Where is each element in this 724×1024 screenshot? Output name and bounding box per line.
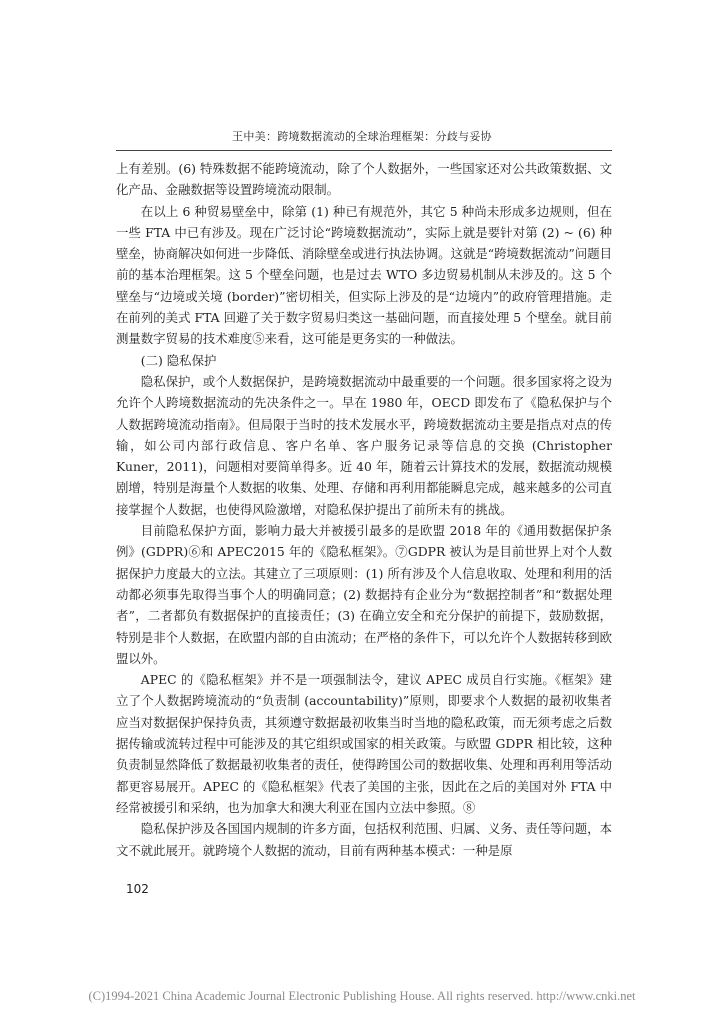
section-heading-privacy: (二) 隐私保护 [140, 352, 217, 368]
paragraph-continuation: 上有差别。(6) 特殊数据不能跨境流动，除了个人数据外，一些国家还对公共政策数据、文化产品、金融数据等设置跨境流动限制。 [116, 161, 612, 198]
paragraph-trade-barriers: 在以上 6 种贸易壁垒中，除第 (1) 种已有规范外，其它 5 种尚未形成多边规则，但在一些 FTA 中已有涉及。现在广泛讨论“跨境数据流动”，实际上就是要针对第 (2) ~ (6) 种壁垒，协商解决如何进一步降低、消除壁垒或进行执法协调。这就是“跨境数据流动”问题目前的基本治理框架。这 5 个壁垒问题，也是过去 WTO 多边贸易机制从未涉及的。这 5 个壁垒与“边境或关境 (border)”密切相关，但实际上涉及的是“边境内”的政府管理措施。走在前列的美式 FTA 回避了关于数字贸易归类这一基础问题，而直接处理 5 个壁垒。就目前测量数字贸易的技术难度⑤来看，这可能是更务实的一种做法。 [116, 203, 612, 347]
article-body [116, 158, 612, 861]
copyright-footer: (C)1994-2021 China Academic Journal Electronic Publishing House. All rights reserved. http://www.cnki.net [88, 989, 636, 1003]
header-rule [116, 150, 612, 151]
paragraph-apec: APEC 的《隐私框架》并不是一项强制法令，建议 APEC 成员自行实施。《框架》建立了个人数据跨境流动的“负责制 (accountability)”原则，即要求个人数据的最初收集者应当对数据保护保持负责，其须遵守数据最初收集当时当地的隐私政策，而无须考虑之后数据传输或流转过程中可能涉及的其它组织或国家的相关政策。与欧盟 GDPR 相比较，这种负责制显然降低了数据最初收集者的责任，使得跨国公司的数据收集、处理和再利用等活动都更容易展开。APEC 的《隐私框架》代表了美国的主张，因此在之后的美国对外 FTA 中经常被援引和采纳，也为加拿大和澳大利亚在国内立法中参照。⑧ [116, 672, 612, 815]
page-number: 102 [126, 882, 149, 896]
running-header: 王中美：跨境数据流动的全球治理框架：分歧与妥协 [232, 130, 492, 143]
paragraph-gdpr: 目前隐私保护方面，影响力最大并被援引最多的是欧盟 2018 年的《通用数据保护条例》(GDPR)⑥和 APEC2015 年的《隐私框架》。⑦GDPR 被认为是目前世界上对个人数据保护力度最大的立法。其建立了三项原则：(1) 所有涉及个人信息收取、处理和利用的活动都必须事先取得当事个人的明确同意；(2) 数据持有企业分为“数据控制者”和“数据处理者”，二者都负有数据保护的直接责任；(3) 在确立安全和充分保护的前提下，鼓励数据，特别是非个人数据，在欧盟内部的自由流动；在严格的条件下，可以允许个人数据转移到欧盟以外。 [116, 523, 612, 666]
paragraph-domestic-regulation: 隐私保护涉及各国国内规制的许多方面，包括权利范围、归属、义务、责任等问题，本文不就此展开。就跨境个人数据的流动，目前有两种基本模式：一种是原 [116, 821, 612, 858]
paragraph-privacy-intro: 隐私保护，或个人数据保护，是跨境数据流动中最重要的一个问题。很多国家将之设为允许个人跨境数据流动的先决条件之一。早在 1980 年，OECD 即发布了《隐私保护与个人数据跨境流动指南》。但局限于当时的技术发展水平，跨境数据流动主要是指点对点的传输，如公司内部行政信息、客户名单、客户服务记录等信息的交换 (Christopher Kuner，2011)，问题相对要简单得多。近 40 年，随着云计算技术的发展，数据流动规模剧增，特别是海量个人数据的收集、处理、存储和再利用都能瞬息完成，越来越多的公司直接掌握个人数据，也使得风险激增，对隐私保护提出了前所未有的挑战。 [116, 373, 612, 517]
